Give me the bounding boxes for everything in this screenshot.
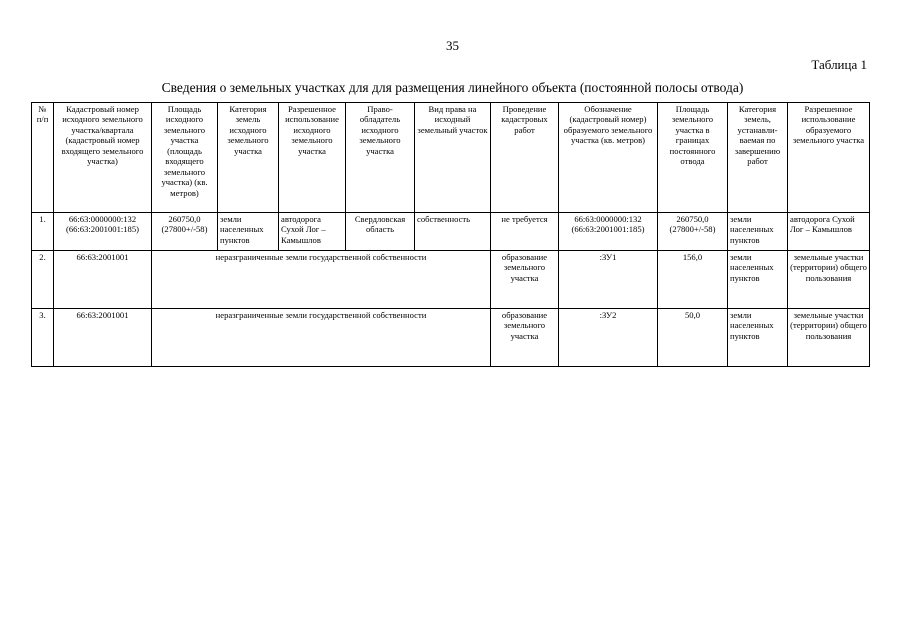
row-number: 3. <box>32 309 54 367</box>
table-title: Сведения о земельных участках для для размещения линейного объекта (постоянной полосы отвода) <box>161 80 744 95</box>
cadastral-works: не требуется <box>491 213 559 251</box>
header-cell: Вид права на исходный земельный участок <box>415 103 491 213</box>
right-holder: Свердловская область <box>346 213 415 251</box>
final-land-category: земли населенных пунктов <box>728 213 788 251</box>
header-cell: Площадь исходного земельного участка (площадь входящего земельного участка) (кв. метров) <box>152 103 218 213</box>
final-permitted-use: земельные участки (территории) общего пользования <box>788 309 870 367</box>
row-number: 1. <box>32 213 54 251</box>
table-row <box>32 309 870 367</box>
land-plots-table <box>31 102 870 367</box>
row-number: 2. <box>32 251 54 309</box>
final-permitted-use: автодорога Сухой Лог – Камышлов <box>788 213 870 251</box>
plot-designation: :ЗУ1 <box>559 251 658 309</box>
allotment-area: 156,0 <box>658 251 728 309</box>
header-cell: Категория земель, устанавли-ваемая по завершению работ <box>728 103 788 213</box>
header-cell: Обозначение (кадастровый номер) образуемого земельного участка (кв. метров) <box>559 103 658 213</box>
source-land-category: земли населенных пунктов <box>218 213 279 251</box>
right-type: собственность <box>415 213 491 251</box>
plot-designation: :ЗУ2 <box>559 309 658 367</box>
header-cell: Разрешенное использование исходного земельного участка <box>279 103 346 213</box>
final-land-category: земли населенных пунктов <box>728 309 788 367</box>
state-land-note: неразграниченные земли государственной собственности <box>152 309 491 367</box>
cadastral-works: образование земельного участка <box>491 251 559 309</box>
table-row <box>32 213 870 251</box>
header-cell: Площадь земельного участка в границах постоянного отвода <box>658 103 728 213</box>
source-cadastral-number: 66:63:0000000:132 (66:63:2001001:185) <box>54 213 152 251</box>
allotment-area: 260750,0 (27800+/-58) <box>658 213 728 251</box>
header-cell: Проведение кадастровых работ <box>491 103 559 213</box>
header-cell: Право-обладатель исходного земельного участка <box>346 103 415 213</box>
table-label: Таблица 1 <box>811 57 867 72</box>
table-row <box>32 251 870 309</box>
header-cell: Разрешенное использование образуемого земельного участка <box>788 103 870 213</box>
page-number: 35 <box>446 38 459 53</box>
source-cadastral-number: 66:63:2001001 <box>54 309 152 367</box>
header-row <box>32 103 870 213</box>
source-area: 260750,0 (27800+/-58) <box>152 213 218 251</box>
header-cell: № п/п <box>32 103 54 213</box>
final-permitted-use: земельные участки (территории) общего пользования <box>788 251 870 309</box>
header-cell: Категория земель исходного земельного участка <box>218 103 279 213</box>
cadastral-works: образование земельного участка <box>491 309 559 367</box>
header-cell: Кадастровый номер исходного земельного участка/квартала (кадастровый номер входящего земельного участка) <box>54 103 152 213</box>
plot-designation: 66:63:0000000:132 (66:63:2001001:185) <box>559 213 658 251</box>
final-land-category: земли населенных пунктов <box>728 251 788 309</box>
allotment-area: 50,0 <box>658 309 728 367</box>
source-cadastral-number: 66:63:2001001 <box>54 251 152 309</box>
source-permitted-use: автодорога Сухой Лог – Камышлов <box>279 213 346 251</box>
state-land-note: неразграниченные земли государственной собственности <box>152 251 491 309</box>
